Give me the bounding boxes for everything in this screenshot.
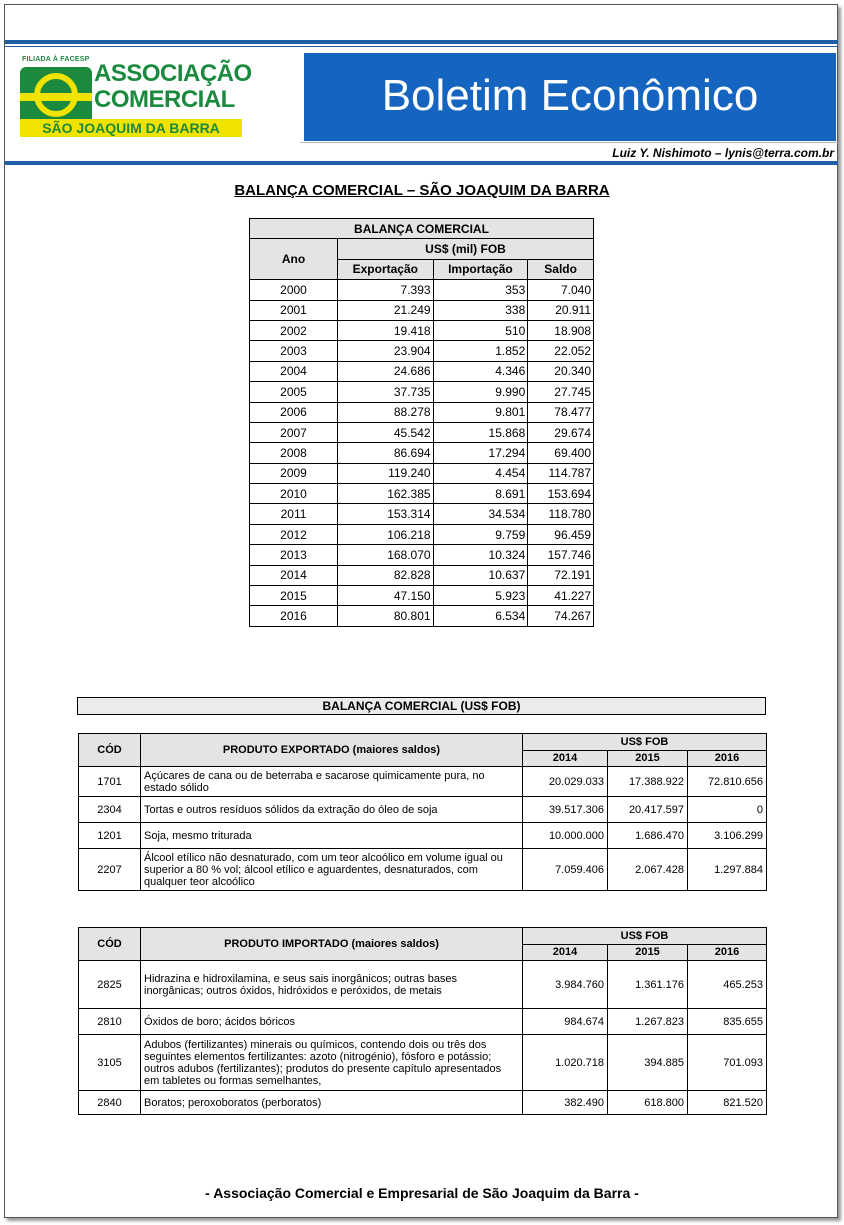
cell-cod: 2825 bbox=[79, 961, 141, 1009]
cell-v2014: 7.059.406 bbox=[523, 849, 608, 891]
table-row bbox=[250, 565, 594, 585]
cell-v2015: 618.800 bbox=[608, 1091, 688, 1115]
product-header: PRODUTO IMPORTADO (maiores saldos) bbox=[141, 928, 523, 961]
cell-v2015: 1.267.823 bbox=[608, 1009, 688, 1035]
cell-saldo: 41.227 bbox=[528, 586, 594, 606]
col-importacao: Importação bbox=[433, 259, 528, 279]
cell-imp: 10.324 bbox=[433, 545, 528, 565]
cell-exp: 19.418 bbox=[338, 320, 434, 340]
table-row bbox=[250, 361, 594, 381]
table-row bbox=[79, 1091, 767, 1115]
table-row bbox=[79, 823, 767, 849]
currency-header: US$ FOB bbox=[523, 928, 767, 945]
cell-v2015: 20.417.597 bbox=[608, 797, 688, 823]
table-row bbox=[250, 443, 594, 463]
cell-year: 2014 bbox=[250, 565, 338, 585]
cell-exp: 80.801 bbox=[338, 606, 434, 626]
cell-year: 2007 bbox=[250, 422, 338, 442]
table-row bbox=[79, 849, 767, 891]
cell-saldo: 27.745 bbox=[528, 382, 594, 402]
cell-imp: 10.637 bbox=[433, 565, 528, 585]
cell-v2014: 1.020.718 bbox=[523, 1035, 608, 1091]
cell-v2014: 10.000.000 bbox=[523, 823, 608, 849]
cell-v2016: 821.520 bbox=[688, 1091, 767, 1115]
cell-exp: 47.150 bbox=[338, 586, 434, 606]
cell-exp: 24.686 bbox=[338, 361, 434, 381]
cell-saldo: 20.911 bbox=[528, 300, 594, 320]
cell-v2014: 984.674 bbox=[523, 1009, 608, 1035]
cell-saldo: 96.459 bbox=[528, 524, 594, 544]
table-row bbox=[250, 422, 594, 442]
document-heading: BALANÇA COMERCIAL – SÃO JOAQUIM DA BARRA bbox=[234, 182, 610, 199]
cell-year: 2010 bbox=[250, 484, 338, 504]
cell-desc: Hidrazina e hidroxilamina, e seus sais inorgânicos; outras bases inorgânicas; outros óxidos, hidróxidos e peróxidos, de metais bbox=[141, 961, 523, 1009]
cell-v2016: 3.106.299 bbox=[688, 823, 767, 849]
cell-saldo: 74.267 bbox=[528, 606, 594, 626]
cell-imp: 5.923 bbox=[433, 586, 528, 606]
cell-year: 2009 bbox=[250, 463, 338, 483]
table-row bbox=[250, 504, 594, 524]
table-row bbox=[79, 1035, 767, 1091]
col-exportacao: Exportação bbox=[338, 259, 434, 279]
author-line: Luiz Y. Nishimoto – lynis@terra.com.br bbox=[612, 146, 834, 160]
cell-year: 2012 bbox=[250, 524, 338, 544]
cell-v2014: 382.490 bbox=[523, 1091, 608, 1115]
product-header: PRODUTO EXPORTADO (maiores saldos) bbox=[141, 734, 523, 767]
cell-v2015: 1.686.470 bbox=[608, 823, 688, 849]
currency-header: US$ (mil) FOB bbox=[338, 239, 594, 259]
top-rule bbox=[5, 40, 838, 44]
cell-saldo: 78.477 bbox=[528, 402, 594, 422]
table-row bbox=[250, 280, 594, 300]
cell-desc: Adubos (fertilizantes) minerais ou químicos, contendo dois ou três dos seguintes elementos fertilizantes: azoto (nitrogénio), fósforo e potássio; outros adubos (fertilizantes); produtos do presente capítulo apresentados em tabletes ou formas semelhantes, bbox=[141, 1035, 523, 1091]
table-row bbox=[79, 1009, 767, 1035]
cell-year: 2000 bbox=[250, 280, 338, 300]
table-row bbox=[250, 320, 594, 340]
export-table bbox=[78, 733, 767, 891]
cell-saldo: 22.052 bbox=[528, 341, 594, 361]
header-bottom-rule bbox=[5, 161, 838, 165]
logo-emblem-icon bbox=[20, 67, 92, 125]
cell-imp: 9.990 bbox=[433, 382, 528, 402]
cell-year: 2013 bbox=[250, 545, 338, 565]
cell-imp: 15.868 bbox=[433, 422, 528, 442]
table-row bbox=[250, 606, 594, 626]
cell-desc: Álcool etílico não desnaturado, com um teor alcoólico em volume igual ou superior a 80 % vol; álcool etílico e aguardentes, desnaturados, com qualquer teor alcoólico bbox=[141, 849, 523, 891]
logo-line2: COMERCIAL bbox=[94, 86, 235, 113]
currency-header: US$ FOB bbox=[523, 734, 767, 751]
cell-cod: 1201 bbox=[79, 823, 141, 849]
author-rule bbox=[300, 142, 838, 143]
year-header: Ano bbox=[250, 239, 338, 280]
cell-year: 2003 bbox=[250, 341, 338, 361]
cell-exp: 119.240 bbox=[338, 463, 434, 483]
cell-desc: Boratos; peroxoboratos (perboratos) bbox=[141, 1091, 523, 1115]
cell-exp: 168.070 bbox=[338, 545, 434, 565]
logo bbox=[20, 56, 252, 138]
cell-exp: 153.314 bbox=[338, 504, 434, 524]
cell-exp: 7.393 bbox=[338, 280, 434, 300]
cell-imp: 510 bbox=[433, 320, 528, 340]
year-header: 2014 bbox=[523, 750, 608, 767]
cell-saldo: 157.746 bbox=[528, 545, 594, 565]
table-row bbox=[250, 463, 594, 483]
cell-v2014: 20.029.033 bbox=[523, 767, 608, 797]
cell-year: 2004 bbox=[250, 361, 338, 381]
cell-cod: 2810 bbox=[79, 1009, 141, 1035]
cell-saldo: 20.340 bbox=[528, 361, 594, 381]
cell-cod: 2840 bbox=[79, 1091, 141, 1115]
cell-saldo: 153.694 bbox=[528, 484, 594, 504]
cell-exp: 106.218 bbox=[338, 524, 434, 544]
cell-saldo: 69.400 bbox=[528, 443, 594, 463]
cell-exp: 82.828 bbox=[338, 565, 434, 585]
cell-v2016: 465.253 bbox=[688, 961, 767, 1009]
cell-year: 2015 bbox=[250, 586, 338, 606]
cell-imp: 353 bbox=[433, 280, 528, 300]
cell-imp: 4.454 bbox=[433, 463, 528, 483]
year-header: 2016 bbox=[688, 944, 767, 961]
year-header: 2016 bbox=[688, 750, 767, 767]
cell-v2015: 17.388.922 bbox=[608, 767, 688, 797]
table-row bbox=[250, 341, 594, 361]
cell-saldo: 118.780 bbox=[528, 504, 594, 524]
cell-saldo: 114.787 bbox=[528, 463, 594, 483]
cell-v2014: 3.984.760 bbox=[523, 961, 608, 1009]
cell-imp: 338 bbox=[433, 300, 528, 320]
cell-exp: 23.904 bbox=[338, 341, 434, 361]
cell-v2016: 701.093 bbox=[688, 1035, 767, 1091]
cell-v2014: 39.517.306 bbox=[523, 797, 608, 823]
year-header: 2015 bbox=[608, 944, 688, 961]
import-table bbox=[78, 927, 767, 1115]
cell-imp: 34.534 bbox=[433, 504, 528, 524]
table-row bbox=[250, 484, 594, 504]
cell-cod: 2207 bbox=[79, 849, 141, 891]
table-row bbox=[250, 402, 594, 422]
balance-table bbox=[249, 218, 594, 627]
cell-exp: 86.694 bbox=[338, 443, 434, 463]
logo-affiliation: FILIADA À FACESP bbox=[22, 56, 90, 63]
cell-v2016: 835.655 bbox=[688, 1009, 767, 1035]
cell-desc: Açúcares de cana ou de beterraba e sacarose quimicamente pura, no estado sólido bbox=[141, 767, 523, 797]
cell-v2016: 72.810.656 bbox=[688, 767, 767, 797]
section-bar: BALANÇA COMERCIAL (US$ FOB) bbox=[77, 697, 766, 715]
cell-exp: 37.735 bbox=[338, 382, 434, 402]
col-saldo: Saldo bbox=[528, 259, 594, 279]
top-rule-thin bbox=[5, 46, 838, 47]
logo-line1: ASSOCIAÇÃO bbox=[94, 60, 252, 87]
cell-v2015: 1.361.176 bbox=[608, 961, 688, 1009]
cell-saldo: 72.191 bbox=[528, 565, 594, 585]
cell-year: 2011 bbox=[250, 504, 338, 524]
table-row bbox=[250, 586, 594, 606]
cell-v2015: 394.885 bbox=[608, 1035, 688, 1091]
table-row bbox=[250, 545, 594, 565]
cell-desc: Óxidos de boro; ácidos bóricos bbox=[141, 1009, 523, 1035]
cell-saldo: 29.674 bbox=[528, 422, 594, 442]
cell-cod: 2304 bbox=[79, 797, 141, 823]
cell-year: 2001 bbox=[250, 300, 338, 320]
cell-exp: 88.278 bbox=[338, 402, 434, 422]
cell-imp: 9.801 bbox=[433, 402, 528, 422]
table-row bbox=[250, 382, 594, 402]
cell-exp: 21.249 bbox=[338, 300, 434, 320]
footer: - Associação Comercial e Empresarial de São Joaquim da Barra - bbox=[205, 1185, 639, 1201]
cod-header: CÓD bbox=[79, 928, 141, 961]
cell-v2016: 1.297.884 bbox=[688, 849, 767, 891]
cell-year: 2016 bbox=[250, 606, 338, 626]
table-row bbox=[79, 961, 767, 1009]
logo-city: SÃO JOAQUIM DA BARRA bbox=[20, 119, 242, 137]
cell-imp: 9.759 bbox=[433, 524, 528, 544]
cell-desc: Tortas e outros resíduos sólidos da extração do óleo de soja bbox=[141, 797, 523, 823]
cell-v2016: 0 bbox=[688, 797, 767, 823]
cell-exp: 45.542 bbox=[338, 422, 434, 442]
cell-year: 2008 bbox=[250, 443, 338, 463]
cell-year: 2002 bbox=[250, 320, 338, 340]
table-row bbox=[250, 524, 594, 544]
year-header: 2015 bbox=[608, 750, 688, 767]
cell-imp: 4.346 bbox=[433, 361, 528, 381]
cell-year: 2005 bbox=[250, 382, 338, 402]
cell-imp: 8.691 bbox=[433, 484, 528, 504]
cell-v2015: 2.067.428 bbox=[608, 849, 688, 891]
cell-cod: 3105 bbox=[79, 1035, 141, 1091]
table-row bbox=[79, 797, 767, 823]
cell-imp: 6.534 bbox=[433, 606, 528, 626]
balance-table-title: BALANÇA COMERCIAL bbox=[250, 219, 594, 239]
cell-imp: 17.294 bbox=[433, 443, 528, 463]
bulletin-title: Boletim Econômico bbox=[304, 53, 836, 141]
table-row bbox=[250, 300, 594, 320]
year-header: 2014 bbox=[523, 944, 608, 961]
cell-year: 2006 bbox=[250, 402, 338, 422]
cell-saldo: 18.908 bbox=[528, 320, 594, 340]
cell-desc: Soja, mesmo triturada bbox=[141, 823, 523, 849]
cell-saldo: 7.040 bbox=[528, 280, 594, 300]
table-row bbox=[79, 767, 767, 797]
cell-cod: 1701 bbox=[79, 767, 141, 797]
cell-exp: 162.385 bbox=[338, 484, 434, 504]
cell-imp: 1.852 bbox=[433, 341, 528, 361]
cod-header: CÓD bbox=[79, 734, 141, 767]
